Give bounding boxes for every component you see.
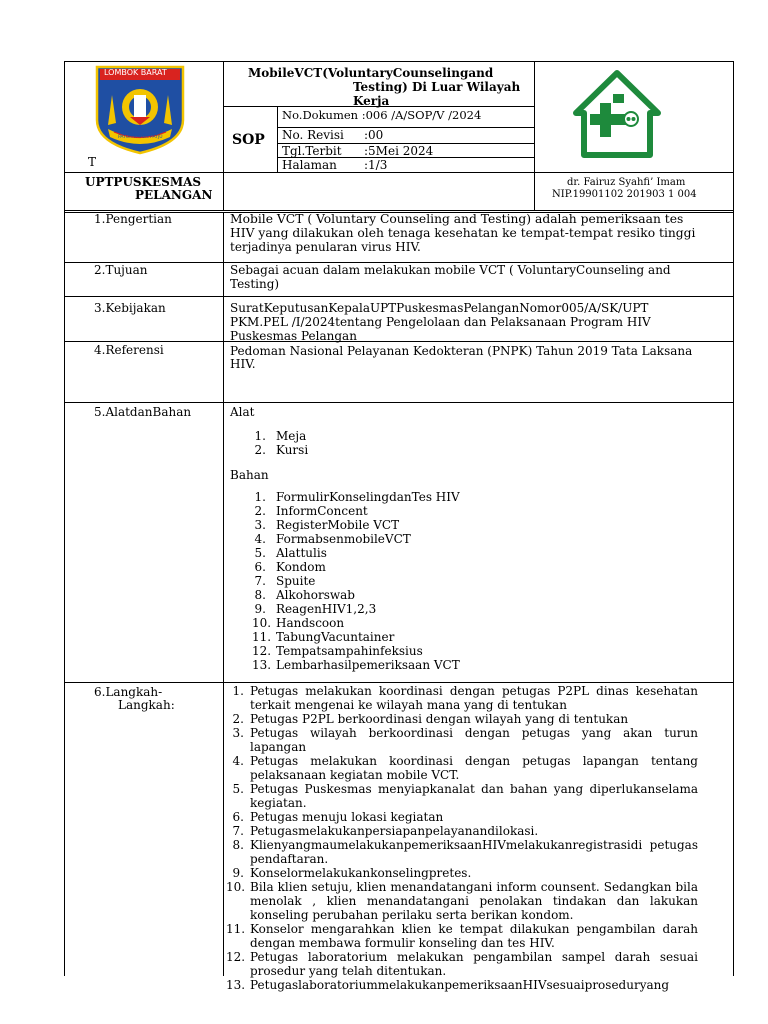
step-item — [226, 922, 698, 950]
no-revisi-value: :00 — [364, 128, 384, 142]
list-number: 9. — [232, 866, 244, 880]
list-number: 10. — [252, 616, 272, 630]
step-item — [226, 726, 698, 754]
no-revisi-label: No. Revisi — [282, 128, 344, 142]
signatory-name: dr. Fairuz Syahfi’ Imam — [567, 177, 686, 188]
label-kebijakan: 3.Kebijakan — [94, 301, 166, 315]
list-number: 11. — [226, 922, 246, 936]
bahan-heading: Bahan — [230, 468, 269, 482]
alat-heading: Alat — [230, 405, 255, 419]
list-number: 2. — [254, 504, 266, 518]
label-tujuan: 2.Tujuan — [94, 263, 148, 277]
list-text: InformConcent — [276, 504, 368, 518]
sop-label: SOP — [232, 132, 265, 148]
list-number: 3. — [232, 726, 244, 740]
title-line-2: Testing) Di Luar Wilayah — [353, 80, 521, 94]
label-referensi: 4.Referensi — [94, 343, 164, 357]
list-number: 1. — [232, 684, 244, 698]
bahan-item — [252, 490, 460, 504]
list-number: 10. — [226, 880, 246, 894]
pengertian-line-1: Mobile VCT ( Voluntary Counseling and Testing) adalah pemeriksaan tes — [230, 212, 684, 226]
step-item — [226, 754, 698, 782]
alat-list — [252, 429, 308, 457]
list-text: Kursi — [276, 443, 309, 457]
list-text: Alkohorswab — [276, 588, 355, 602]
org-name-line-2: PELANGAN — [135, 188, 213, 202]
list-number: 5. — [254, 546, 266, 560]
step-item — [226, 880, 698, 922]
list-text: Tempatsampahinfeksius — [276, 644, 423, 658]
step-item — [226, 978, 698, 992]
bahan-item — [252, 602, 460, 616]
org-name-line-1: UPTPUSKESMAS — [85, 175, 202, 189]
bahan-item — [252, 560, 460, 574]
bahan-list — [252, 490, 460, 672]
list-number: 9. — [254, 602, 266, 616]
step-item — [226, 782, 698, 810]
tgl-terbit-label: Tgl.Terbit — [282, 144, 342, 158]
list-number: 4. — [254, 532, 266, 546]
bahan-item — [252, 518, 460, 532]
list-text: Meja — [276, 429, 307, 443]
step-item — [226, 684, 698, 712]
step-item — [226, 810, 698, 824]
halaman-label: Halaman — [282, 158, 337, 172]
list-text: KlienyangmaumelakukanpemeriksaanHIVmelakukanregistrasidi petugas pendaftaran. — [250, 838, 698, 866]
list-text: Lembarhasilpemeriksaan VCT — [276, 658, 460, 672]
list-text: Petugas Puskesmas menyiapkanalat dan bahan yang diperlukanselama kegiatan. — [250, 782, 698, 810]
bahan-item — [252, 644, 460, 658]
halaman-value: :1/3 — [364, 158, 388, 172]
list-number: 8. — [254, 588, 266, 602]
lombok-barat-logo — [94, 65, 186, 155]
list-text: RegisterMobile VCT — [276, 518, 400, 532]
referensi-line-2: HIV. — [230, 357, 256, 371]
kebijakan-line-2: PKM.PEL /I/2024tentang Pengelolaan dan Pelaksanaan Program HIV — [230, 315, 651, 329]
pengertian-line-2: HIV yang dilakukan oleh tenaga kesehatan ke tempat-tempat resiko tinggi — [230, 226, 696, 240]
bahan-item — [252, 504, 460, 518]
logo-caption: T — [88, 155, 97, 169]
logo-banner-text: PATUH PATUH PATJU — [118, 135, 163, 140]
list-text: Kondom — [276, 560, 326, 574]
list-text: FormulirKonselingdanTes HIV — [276, 490, 460, 504]
step-item — [226, 838, 698, 866]
referensi-line-1: Pedoman Nasional Pelayanan Kedokteran (PNPK) Tahun 2019 Tata Laksana — [230, 344, 693, 358]
list-number: 2. — [232, 712, 244, 726]
step-item — [226, 866, 698, 880]
list-text: Konselor mengarahkan klien ke tempat dilakukan pengambilan darah dengan membawa formulir konseling dan tes HIV. — [250, 922, 698, 950]
step-item — [226, 712, 698, 726]
list-number: 6. — [232, 810, 244, 824]
label-alat-bahan: 5.AlatdanBahan — [94, 405, 192, 419]
list-text: Petugas laboratorium melakukan pengambilan sampel darah sesuai prosedur yang telah ditentukan. — [250, 950, 698, 978]
list-text: Handscoon — [276, 616, 345, 630]
logo-top-text: LOMBOK BARAT — [104, 68, 167, 77]
pengertian-line-3: terjadinya penularan virus HIV. — [230, 240, 421, 254]
tujuan-line-1: Sebagai acuan dalam melakukan mobile VCT ( VoluntaryCounseling and — [230, 263, 671, 277]
list-number: 11. — [252, 630, 272, 644]
list-number: 12. — [226, 950, 246, 964]
bahan-item — [252, 658, 460, 672]
list-text: PetugaslaboratoriummelakukanpemeriksaanHIVsesuaiproseduryang — [250, 978, 670, 992]
list-number: 8. — [232, 838, 244, 852]
kebijakan-line-1: SuratKeputusanKepalaUPTPuskesmasPelanganNomor005/A/SK/UPT — [230, 301, 649, 315]
title-line-1: MobileVCT(VoluntaryCounselingand — [248, 66, 494, 80]
tgl-terbit-value: :5Mei 2024 — [364, 144, 434, 158]
title-line-3: Kerja — [353, 94, 390, 108]
bahan-item — [252, 574, 460, 588]
list-number: 3. — [254, 518, 266, 532]
list-text: Konselormelakukankonselingpretes. — [250, 866, 472, 880]
list-text: FormabsenmobileVCT — [276, 532, 411, 546]
label-langkah-1: 6.Langkah- — [94, 685, 163, 699]
list-number: 1. — [254, 490, 266, 504]
puskesmas-logo — [570, 67, 665, 162]
list-text: Alattulis — [276, 546, 327, 560]
label-langkah-2: Langkah: — [118, 698, 175, 712]
tujuan-line-2: Testing) — [230, 277, 280, 291]
step-item — [226, 950, 698, 978]
kebijakan-line-3: Puskesmas Pelangan — [230, 329, 357, 343]
list-text: Petugas melakukan koordinasi dengan petugas P2PL dinas kesehatan terkait mengenai ke wilayah mana yang di tentukan — [250, 684, 698, 712]
list-number: 13. — [226, 978, 246, 992]
list-text: Petugas melakukan koordinasi dengan petugas lapangan tentang pelaksanaan kegiatan mobile VCT. — [250, 754, 698, 782]
bahan-item — [252, 546, 460, 560]
list-number: 1. — [254, 429, 266, 443]
label-pengertian: 1.Pengertian — [94, 212, 172, 226]
signatory-nip: NIP.19901102 201903 1 004 — [552, 189, 697, 200]
bahan-item — [252, 630, 460, 644]
list-text: ReagenHIV1,2,3 — [276, 602, 377, 616]
list-number: 12. — [252, 644, 272, 658]
list-number: 13. — [252, 658, 272, 672]
no-dokumen: No.Dokumen :006 /A/SOP/V /2024 — [282, 108, 482, 122]
list-number: 6. — [254, 560, 266, 574]
list-number: 2. — [254, 443, 266, 457]
list-text: Petugas wilayah berkoordinasi dengan petugas yang akan turun lapangan — [250, 726, 698, 754]
alat-item — [252, 429, 308, 443]
list-number: 7. — [254, 574, 266, 588]
step-item — [226, 824, 698, 838]
list-text: Petugas P2PL berkoordinasi dengan wilayah yang di tentukan — [250, 712, 629, 726]
bahan-item — [252, 616, 460, 630]
bahan-item — [252, 588, 460, 602]
alat-item — [252, 443, 308, 457]
list-text: Petugasmelakukanpersiapanpelayanandilokasi. — [250, 824, 539, 838]
list-number: 7. — [232, 824, 244, 838]
list-text: Spuite — [276, 574, 316, 588]
bahan-item — [252, 532, 460, 546]
steps-list — [226, 684, 698, 992]
list-number: 4. — [232, 754, 244, 768]
list-text: Bila klien setuju, klien menandatangani inform counsent. Sedangkan bila menolak , klien menandatangani penolakan tindakan dan lakukan konseling perubahan perilaku serta berikan kondom. — [250, 880, 698, 922]
list-number: 5. — [232, 782, 244, 796]
list-text: TabungVacuntainer — [276, 630, 395, 644]
list-text: Petugas menuju lokasi kegiatan — [250, 810, 444, 824]
